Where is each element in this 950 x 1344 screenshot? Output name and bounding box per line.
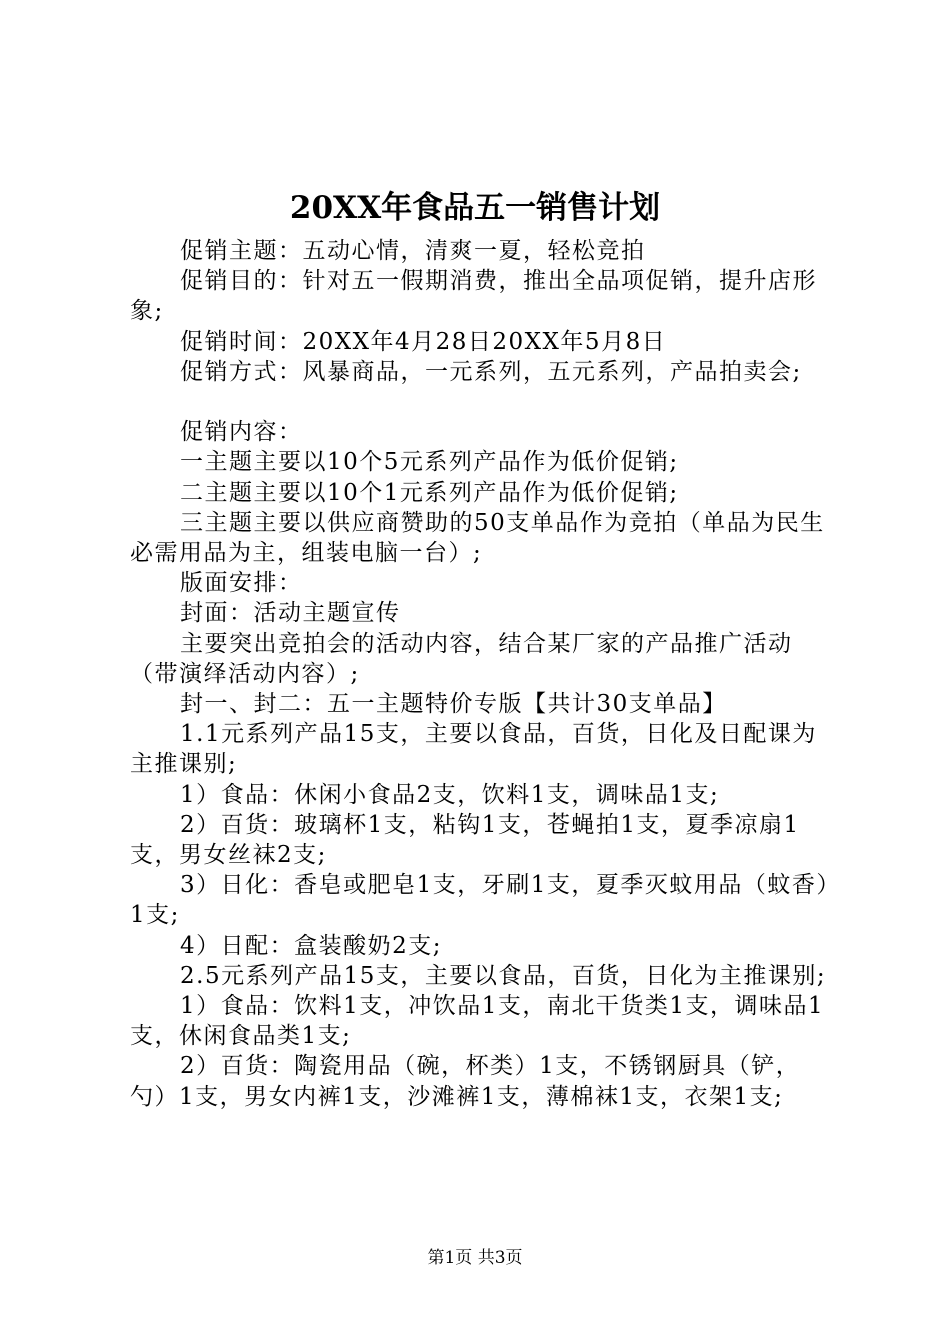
paragraph: 2）百货：陶瓷用品（碗，杯类）1支，不锈钢厨具（铲，勺）1支，男女内裤1支，沙滩裤1支，薄棉袜1支，衣架1支; (130, 1053, 801, 1110)
paragraph: 1.1元系列产品15支，主要以食品，百货，日化及日配课为主推课别; (130, 721, 817, 778)
paragraph: 二主题主要以10个1元系列产品作为低价促销; (180, 479, 679, 506)
paragraph: 版面安排： (180, 570, 303, 597)
document-title: 20XX年食品五一销售计划 (289, 190, 661, 226)
paragraph: 促销时间：20XX年4月28日20XX年5月8日 (180, 328, 667, 355)
page-footer: 第1页 共3页 (427, 1248, 523, 1268)
paragraph: 2）百货：玻璃杯1支，粘钩1支，苍蝇拍1支，夏季凉扇1支，男女丝袜2支; (130, 811, 800, 869)
paragraph: 封一、封二：五一主题特价专版【共计30支单品】 (180, 691, 727, 718)
paragraph: 一主题主要以10个5元系列产品作为低价促销; (180, 449, 679, 476)
paragraph: 促销目的：针对五一假期消费，推出全品项促销，提升店形象; (130, 268, 817, 325)
paragraph: 主要突出竞拍会的活动内容，结合某厂家的产品推广活动（带演绎活动内容）; (130, 630, 793, 687)
document-body (130, 236, 830, 1112)
paragraph: 三主题主要以供应商赞助的50支单品作为竞拍（单品为民生必需用品为主，组装电脑一台）; (130, 509, 825, 567)
paragraph: 促销内容： (180, 419, 303, 446)
paragraph: 1）食品：休闲小食品2支，饮料1支，调味品1支; (180, 781, 720, 808)
paragraph: 2.5元系列产品15支，主要以食品，百货，日化为主推课别; (180, 962, 827, 989)
paragraph: 1）食品：饮料1支，冲饮品1支，南北干货类1支，调味品1支，休闲食品类1支; (130, 993, 825, 1050)
paragraph: 3）日化：香皂或肥皂1支，牙刷1支，夏季灭蚊用品（蚊香）1支; (130, 872, 830, 929)
paragraph: 4）日配：盒装酸奶2支; (180, 932, 443, 959)
blank-line (130, 387, 830, 417)
paragraph: 封面：活动主题宣传 (180, 600, 401, 627)
paragraph: 促销方式：风暴商品，一元系列，五元系列，产品拍卖会; (180, 358, 802, 385)
paragraph: 促销主题：五动心情，清爽一夏，轻松竞拍 (180, 238, 646, 264)
